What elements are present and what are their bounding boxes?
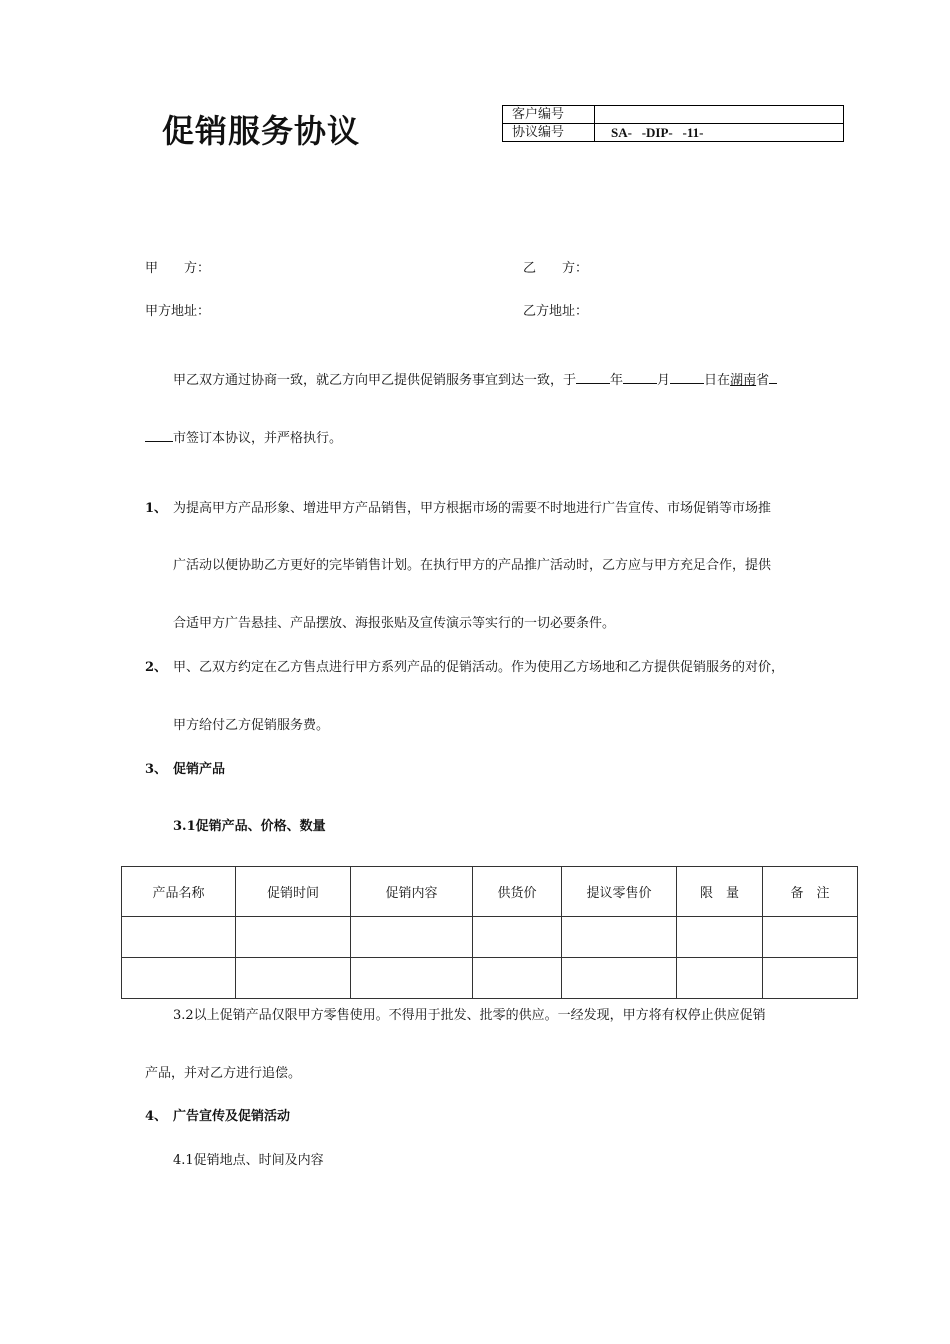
intro-line-1: [173, 369, 777, 388]
year-label: 年: [610, 373, 624, 388]
document-title: 促销服务协议: [162, 112, 361, 150]
clause-2-number: 2、: [145, 660, 168, 675]
clause-3-number: 3、: [145, 762, 168, 777]
agreement-no-label: 协议编号: [503, 124, 595, 142]
year-blank: [576, 370, 610, 384]
table-cell: [562, 958, 677, 999]
customer-no-row: [503, 106, 844, 124]
header-product-name: 产品名称: [122, 867, 236, 917]
table-cell: [236, 917, 351, 958]
day-blank: [670, 370, 704, 384]
intro-line-2-text: 市签订本协议，并严格执行。: [173, 431, 343, 446]
clause-3-1-heading: 3.1促销产品、价格、数量: [173, 819, 326, 834]
code-table: [502, 105, 844, 142]
intro-text: 甲乙双方通过协商一致，就乙方向甲乙提供促销服务事宜到达一致，于: [173, 373, 577, 388]
intro-line-2: [145, 427, 342, 446]
clause-2-line-1: 甲、乙双方约定在乙方售点进行甲方系列产品的促销活动。作为使用乙方场地和乙方提供促销服务的对价，: [173, 660, 785, 675]
clause-4-1-heading: 4.1促销地点、时间及内容: [173, 1153, 324, 1168]
day-label: 日在: [704, 373, 731, 388]
clause-1-line-1: 为提高甲方产品形象、增进甲方产品销售，甲方根据市场的需要不时地进行广告宣传、市场促销等市场推: [173, 501, 772, 516]
party-a-address-label: 甲方地址：: [145, 304, 211, 319]
product-table: [121, 866, 858, 999]
table-row: [122, 958, 858, 999]
table-cell: [473, 917, 562, 958]
clause-4-number: 4、: [145, 1109, 168, 1124]
table-cell: [763, 917, 858, 958]
party-b-address-label: 乙方地址：: [523, 304, 589, 319]
table-cell: [351, 917, 473, 958]
table-cell: [677, 917, 763, 958]
customer-no-value: [595, 106, 844, 124]
party-a-label: 甲 方：: [145, 261, 211, 276]
table-row: [122, 917, 858, 958]
product-table-header: [122, 867, 858, 917]
clause-1-line-3: 合适甲方广告悬挂、产品摆放、海报张贴及宣传演示等实行的一切必要条件。: [173, 616, 616, 631]
city-blank: [145, 428, 173, 442]
table-cell: [351, 958, 473, 999]
header-supply-price: 供货价: [473, 867, 562, 917]
header-retail-price: 提议零售价: [562, 867, 677, 917]
clause-2-line-2: 甲方给付乙方促销服务费。: [173, 718, 330, 733]
agreement-no-value: SA- -DIP- -11-: [595, 124, 844, 142]
clause-1-line-2: 广活动以便协助乙方更好的完毕销售计划。在执行甲方的产品推广活动时，乙方应与甲方充足合作，提供: [173, 558, 772, 573]
header-quantity-limit: 限 量: [677, 867, 763, 917]
party-b-label: 乙 方：: [523, 261, 589, 276]
city-blank-start: [769, 370, 777, 384]
month-blank: [623, 370, 657, 384]
table-cell: [473, 958, 562, 999]
header-remarks: 备 注: [763, 867, 858, 917]
month-label: 月: [657, 373, 671, 388]
table-cell: [122, 958, 236, 999]
table-cell: [677, 958, 763, 999]
province-value: 湖南: [730, 373, 757, 388]
table-cell: [236, 958, 351, 999]
header-promo-time: 促销时间: [236, 867, 351, 917]
customer-no-label: 客户编号: [503, 106, 595, 124]
agreement-no-row: [503, 124, 844, 142]
province-suffix: 省: [756, 373, 770, 388]
clause-3-2-line-1: 3.2以上促销产品仅限甲方零售使用。不得用于批发、批零的供应。一经发现，甲方将有权停止供应促销: [173, 1008, 766, 1023]
table-cell: [122, 917, 236, 958]
header-promo-content: 促销内容: [351, 867, 473, 917]
clause-3-title: 促销产品: [173, 762, 226, 777]
table-cell: [562, 917, 677, 958]
table-cell: [763, 958, 858, 999]
clause-4-title: 广告宣传及促销活动: [173, 1109, 291, 1124]
clause-1-number: 1、: [145, 501, 168, 516]
clause-3-2-line-2: 产品，并对乙方进行追偿。: [145, 1066, 302, 1081]
